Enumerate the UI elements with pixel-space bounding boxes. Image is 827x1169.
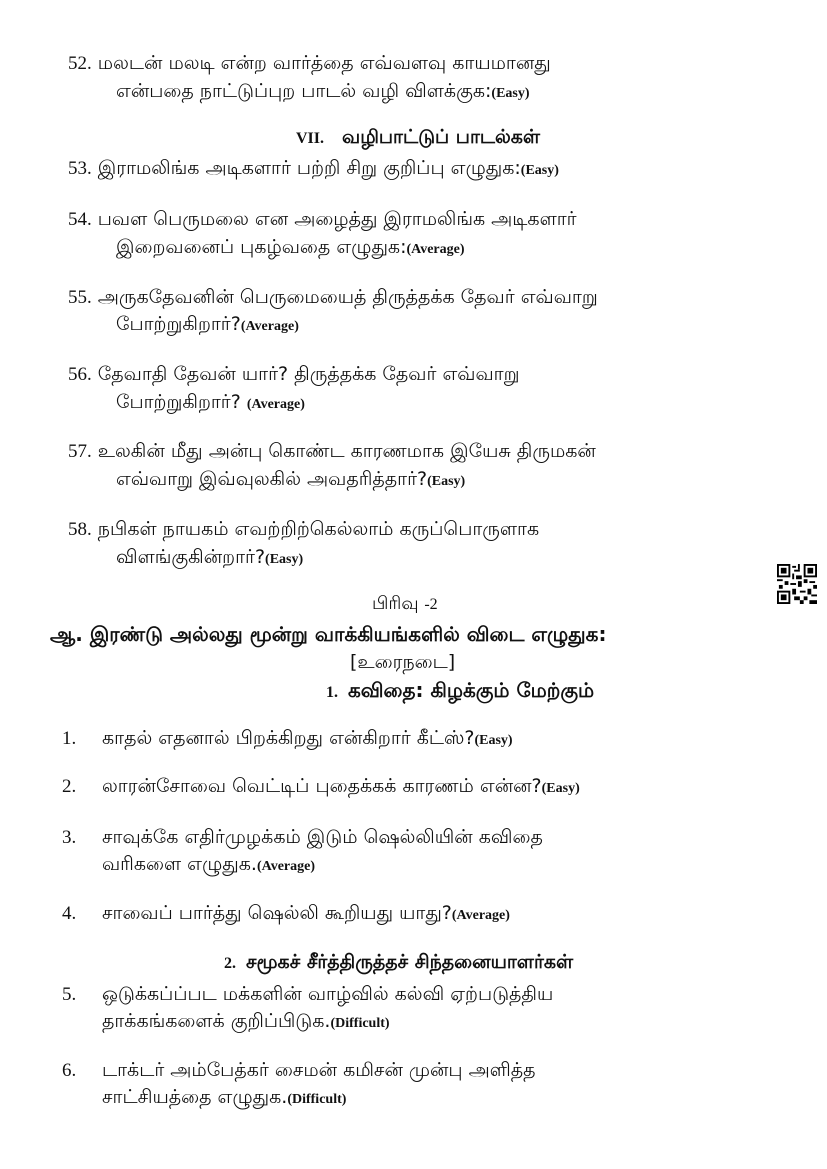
difficulty-label: (Easy) (541, 781, 580, 796)
question-4 (62, 900, 510, 929)
question-number: 53. (68, 158, 92, 179)
question-54-line-2 (116, 234, 465, 263)
subsection-number: 1. (326, 684, 338, 701)
question-58-line-1 (68, 516, 539, 543)
instruction-line-1: ஆ. இரண்டு அல்லது மூன்று வாக்கியங்களில் விடை எழுதுக: (50, 622, 607, 646)
question-text: தாக்கங்களைக் குறிப்பிடுக. (102, 1010, 331, 1032)
section-roman-numeral: VII. (296, 130, 325, 147)
question-text: லாரன்சோவை வெட்டிப் புதைக்கக் காரணம் என்ன? (102, 775, 542, 797)
question-text: ஒடுக்கப்ப்பட மக்களின் வாழ்வில் கல்வி ஏற்படுத்திய (102, 983, 554, 1005)
question-text: என்பதை நாட்டுப்புற பாடல் வழி விளக்குக: (116, 80, 492, 102)
question-number: 6. (62, 1060, 77, 1081)
question-number: 54. (68, 209, 92, 230)
question-number: 2. (62, 776, 77, 797)
question-text: விளங்குகின்றார்? (116, 546, 266, 568)
difficulty-label: (Average) (256, 859, 316, 874)
question-text: எவ்வாறு இவ்வுலகில் அவதரித்தார்? (116, 468, 428, 490)
question-text: உலகின் மீது அன்பு கொண்ட காரணமாக இயேசு திருமகன் (97, 440, 596, 462)
question-number: 4. (62, 903, 77, 924)
question-6-line-1 (62, 1057, 535, 1084)
difficulty-label: (Easy) (265, 552, 304, 567)
question-text: இறைவனைப் புகழ்வதை எழுதுக: (116, 236, 407, 258)
section-title: வழிபாட்டுப் பாடல்கள் (342, 126, 541, 148)
question-52-line-2 (116, 78, 530, 107)
difficulty-label: (Easy) (474, 733, 513, 748)
question-57-line-1 (68, 438, 596, 465)
question-56-line-1 (68, 361, 519, 388)
difficulty-label: (Difficult) (287, 1092, 347, 1107)
question-number: 56. (68, 364, 92, 385)
question-text: சாவுக்கே எதிர்முழக்கம் இடும் ஷெல்லியின் கவிதை (102, 826, 543, 848)
question-text: போற்றுகிறார்? (116, 391, 247, 413)
question-text: வரிகளை எழுதுக. (102, 853, 257, 875)
subsection-2-heading (224, 951, 573, 976)
subsection-1-heading (326, 678, 594, 705)
question-text: அருகதேவனின் பெருமையைத் திருத்தக்க தேவர் எவ்வாறு (97, 286, 598, 308)
question-number: 3. (62, 827, 77, 848)
difficulty-label: (Average) (240, 319, 299, 334)
difficulty-label: (Average) (246, 397, 305, 412)
part-label: பிரிவு (372, 593, 425, 614)
part-heading (372, 593, 448, 616)
question-3-line-2 (102, 851, 315, 880)
question-3-line-1 (62, 824, 543, 851)
question-1 (62, 725, 513, 754)
question-5-line-1 (62, 981, 553, 1008)
question-text: இராமலிங்க அடிகளார் பற்றி சிறு குறிப்பு எழுதுக: (97, 157, 521, 179)
difficulty-label: (Easy) (491, 86, 530, 101)
question-number: 57. (68, 441, 92, 462)
instruction-line-2: [உரைநடை] (350, 651, 456, 673)
question-text: சாட்சியத்தை எழுதுக. (102, 1086, 288, 1108)
difficulty-label: (Easy) (520, 163, 559, 178)
question-text: பவள பெருமலை என அழைத்து இராமலிங்க அடிகளார் (97, 208, 577, 230)
subsection-title: கவிதை: கிழக்கும் மேற்கும் (348, 678, 595, 702)
subsection-number: 2. (224, 955, 236, 972)
difficulty-label: (Average) (406, 242, 465, 257)
qr-code-icon (777, 564, 817, 604)
difficulty-label: (Easy) (427, 474, 466, 489)
question-text: போற்றுகிறார்? (116, 313, 241, 335)
question-number: 58. (68, 519, 92, 540)
question-number: 55. (68, 287, 92, 308)
question-number: 1. (62, 728, 77, 749)
question-55-line-2 (116, 311, 299, 340)
question-number: 5. (62, 984, 77, 1005)
question-number: 52. (68, 53, 92, 74)
question-57-line-2 (116, 466, 465, 495)
question-text: டாக்டர் அம்பேத்கர் சைமன் கமிசன் முன்பு அளித்த (102, 1059, 536, 1081)
question-text: சாவைப் பார்த்து ஷெல்லி கூறியது யாது? (102, 902, 452, 924)
section-heading-vii (296, 126, 540, 151)
question-53 (68, 155, 559, 184)
question-text: தேவாதி தேவன் யார்? திருத்தக்க தேவர் எவ்வாறு (97, 363, 520, 385)
question-52-line-1 (68, 50, 551, 77)
part-number: -2 (424, 596, 438, 613)
question-58-line-2 (116, 544, 303, 573)
difficulty-label: (Difficult) (330, 1016, 390, 1031)
question-54-line-1 (68, 206, 577, 233)
question-56-line-2 (116, 389, 305, 418)
question-2 (62, 773, 580, 802)
question-text: மலடன் மலடி என்ற வார்த்தை எவ்வளவு காயமானது (97, 52, 551, 74)
question-text: நபிகள் நாயகம் எவற்றிற்கெல்லாம் கருப்பொருளாக (97, 518, 540, 540)
question-5-line-2 (102, 1008, 390, 1037)
question-text: காதல் எதனால் பிறக்கிறது என்கிறார் கீட்ஸ்? (102, 727, 475, 749)
difficulty-label: (Average) (451, 908, 510, 923)
question-55-line-1 (68, 284, 598, 311)
subsection-title: சமூகச் சீர்த்திருத்தச் சிந்தனையாளர்கள் (246, 951, 574, 973)
question-6-line-2 (102, 1084, 346, 1113)
